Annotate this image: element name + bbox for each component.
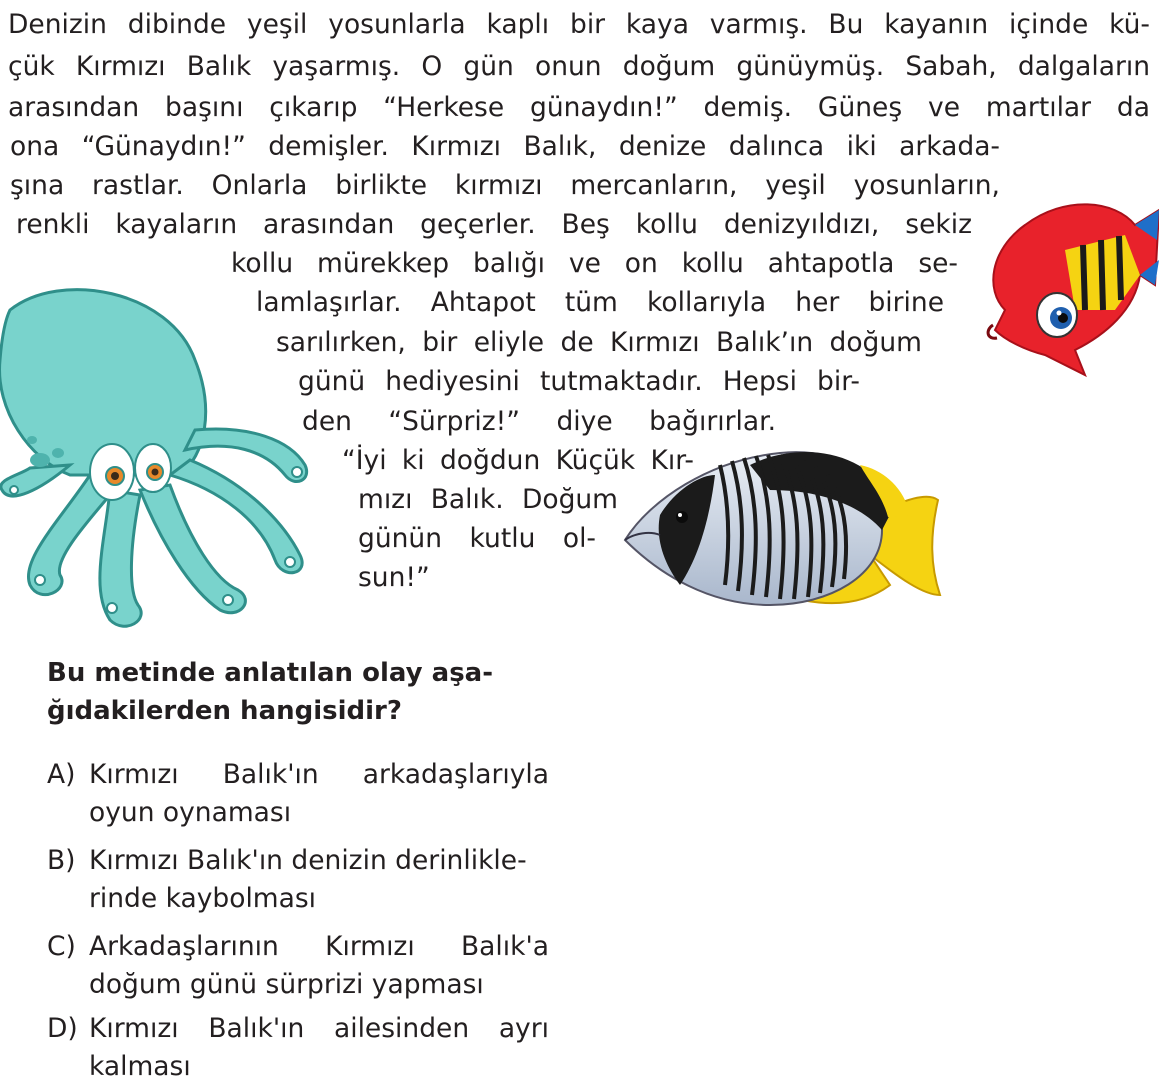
option-d-letter: D) <box>47 1013 78 1044</box>
story-line-6: renkli kayaların arasından geçerler. Beş kollu denizyıldızı, sekiz <box>16 209 972 240</box>
story-line-8: lamlaşırlar. Ahtapot tüm kollarıyla her birine <box>256 287 944 318</box>
story-line-2: çük Kırmızı Balık yaşarmış. O gün onun doğum günüymüş. Sabah, dalgaların <box>8 51 1150 82</box>
question-text <box>47 654 557 730</box>
option-c[interactable] <box>47 928 552 1004</box>
option-a[interactable] <box>47 756 552 832</box>
option-a-line-1: Kırmızı Balık'ın arkadaşlarıyla <box>89 759 549 790</box>
question-line-2: ğıdakilerden hangisidir? <box>47 696 402 726</box>
option-b-letter: B) <box>47 845 76 876</box>
story-line-3: arasından başını çıkarıp “Herkese günaydın!” demiş. Güneş ve martılar da <box>8 92 1150 123</box>
story-line-1: Denizin dibinde yeşil yosunlarla kaplı bir kaya varmış. Bu kayanın içinde kü- <box>8 9 1150 40</box>
option-d-line-2: kalması <box>89 1051 191 1082</box>
story-line-15: sun!” <box>358 562 430 593</box>
option-a-letter: A) <box>47 759 76 790</box>
option-b-line-2: rinde kaybolması <box>89 883 317 914</box>
story-line-7: kollu mürekkep balığı ve on kollu ahtapotla se- <box>231 248 958 279</box>
story-line-4: ona “Günaydın!” demişler. Kırmızı Balık, denize dalınca iki arkada- <box>10 131 1000 162</box>
option-b[interactable] <box>47 842 552 918</box>
option-c-line-1: Arkadaşlarının Kırmızı Balık'a <box>89 931 549 962</box>
option-d-line-1: Kırmızı Balık'ın ailesinden ayrı <box>89 1013 549 1044</box>
story-line-12: “İyi ki doğdun Küçük Kır- <box>342 445 694 476</box>
story-line-10: günü hediyesini tutmaktadır. Hepsi bir- <box>298 366 860 397</box>
option-c-letter: C) <box>47 931 76 962</box>
option-d[interactable] <box>47 1010 552 1086</box>
option-c-line-2: doğum günü sürprizi yapması <box>89 969 484 1000</box>
story-line-14: günün kutlu ol- <box>358 523 596 554</box>
story-line-9: sarılırken, bir eliyle de Kırmızı Balık’ın doğum <box>276 327 922 358</box>
butterfly-fish-illustration <box>620 445 942 617</box>
story-line-11: den “Sürpriz!” diye bağırırlar. <box>302 406 776 437</box>
question-line-1: Bu metinde anlatılan olay aşa- <box>47 658 493 688</box>
option-b-line-1: Kırmızı Balık'ın denizin derinlikle- <box>89 845 527 876</box>
story-line-13: mızı Balık. Doğum <box>358 484 618 515</box>
octopus-illustration <box>0 290 330 635</box>
story-line-5: şına rastlar. Onlarla birlikte kırmızı mercanların, yeşil yosunların, <box>10 170 1000 201</box>
red-fish-illustration <box>975 190 1159 385</box>
option-a-line-2: oyun oynaması <box>89 797 292 828</box>
